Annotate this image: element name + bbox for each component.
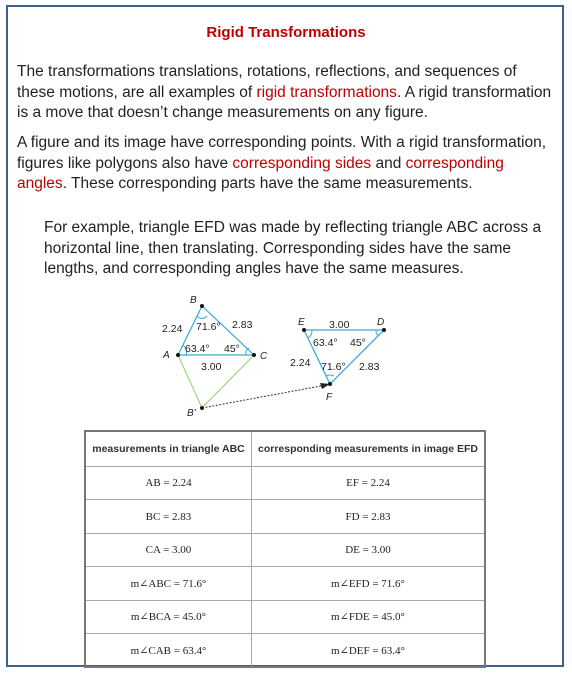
vertex-label-c: C [260,351,268,362]
vertex-label-f: F [326,392,333,403]
label-angle-f: 71.6° [321,361,346,373]
point-d [382,328,386,332]
angle-arc-d [376,330,379,335]
cell-abc: m∠CAB = 63.4° [85,633,252,667]
table-row [85,533,485,566]
intro-text-1: The transformations translations, rotations, reflections, and sequences of these motions, are all examples of [17,63,517,101]
example-paragraph: For example, triangle EFD was made by reflecting triangle ABC across a horizontal line, then translating. Corresponding sides have the same lengths, and corresponding angles have the same measures. [44,219,542,277]
label-angle-b: 71.6° [196,321,221,333]
corr-text-3: . These corresponding parts have the same measurements. [62,175,473,192]
cell-efd: m∠EFD = 71.6° [252,567,486,600]
cell-abc: m∠ABC = 71.6° [85,567,252,600]
table-row [85,500,485,533]
cell-abc: m∠BCA = 45.0° [85,600,252,633]
table-row [85,633,485,667]
angle-arc-f [326,375,334,376]
point-a [176,353,180,357]
triangle-diagram [150,288,410,422]
angle-arc-e [308,330,312,338]
construction-line-a-bprime [178,355,202,408]
point-f [328,382,332,386]
vertex-label-bprime: B’ [187,408,196,419]
measurements-table [84,430,486,668]
vertex-label-b: B [190,295,197,306]
cell-abc: AB = 2.24 [85,467,252,500]
intro-text-2: . A rigid transformation is a move that doesn’t change measurements on any figure. [17,83,552,121]
label-bc-length: 2.83 [232,319,253,331]
vertex-label-e: E [298,317,305,328]
corr-text-1: A figure and its image have corresponding points. With a rigid transformation, figures like polygons also have [17,134,546,172]
label-ab-length: 2.24 [162,323,183,335]
angle-arc-b [197,316,207,319]
table-row [85,600,485,633]
term-corresponding-sides: corresponding sides [232,154,372,172]
term-corresponding-angles: corresponding angles [17,154,504,192]
point-bprime [200,406,204,410]
label-angle-e: 63.4° [313,337,338,349]
vertex-label-d: D [377,317,385,328]
cell-efd: DE = 3.00 [252,533,486,566]
table-row [85,467,485,500]
term-rigid-transformations: rigid transformations [256,83,397,101]
cell-abc: BC = 2.83 [85,500,252,533]
header-efd: corresponding measurements in image EFD [252,431,486,467]
vertex-label-a: A [163,350,170,361]
label-fd-length: 2.83 [359,361,380,373]
point-c [252,353,256,357]
cell-efd: m∠DEF = 63.4° [252,633,486,667]
cell-efd: m∠FDE = 45.0° [252,600,486,633]
intro-paragraph [17,62,557,124]
table-header-row [85,431,485,467]
cell-efd: EF = 2.24 [252,467,486,500]
label-ca-length: 3.00 [201,361,222,373]
label-angle-a: 63.4° [185,343,210,355]
cell-efd: FD = 2.83 [252,500,486,533]
cell-abc: CA = 3.00 [85,533,252,566]
point-b [200,304,204,308]
label-ed-length: 3.00 [329,319,350,331]
point-e [302,328,306,332]
header-abc: measurements in triangle ABC [85,431,252,467]
page-title: Rigid Transformations [206,24,366,41]
table-row [85,567,485,600]
corr-text-2: and [371,154,406,172]
label-ef-length: 2.24 [290,357,311,369]
label-angle-c: 45° [224,343,240,355]
corresponding-paragraph [17,133,557,195]
label-angle-d: 45° [350,337,366,349]
